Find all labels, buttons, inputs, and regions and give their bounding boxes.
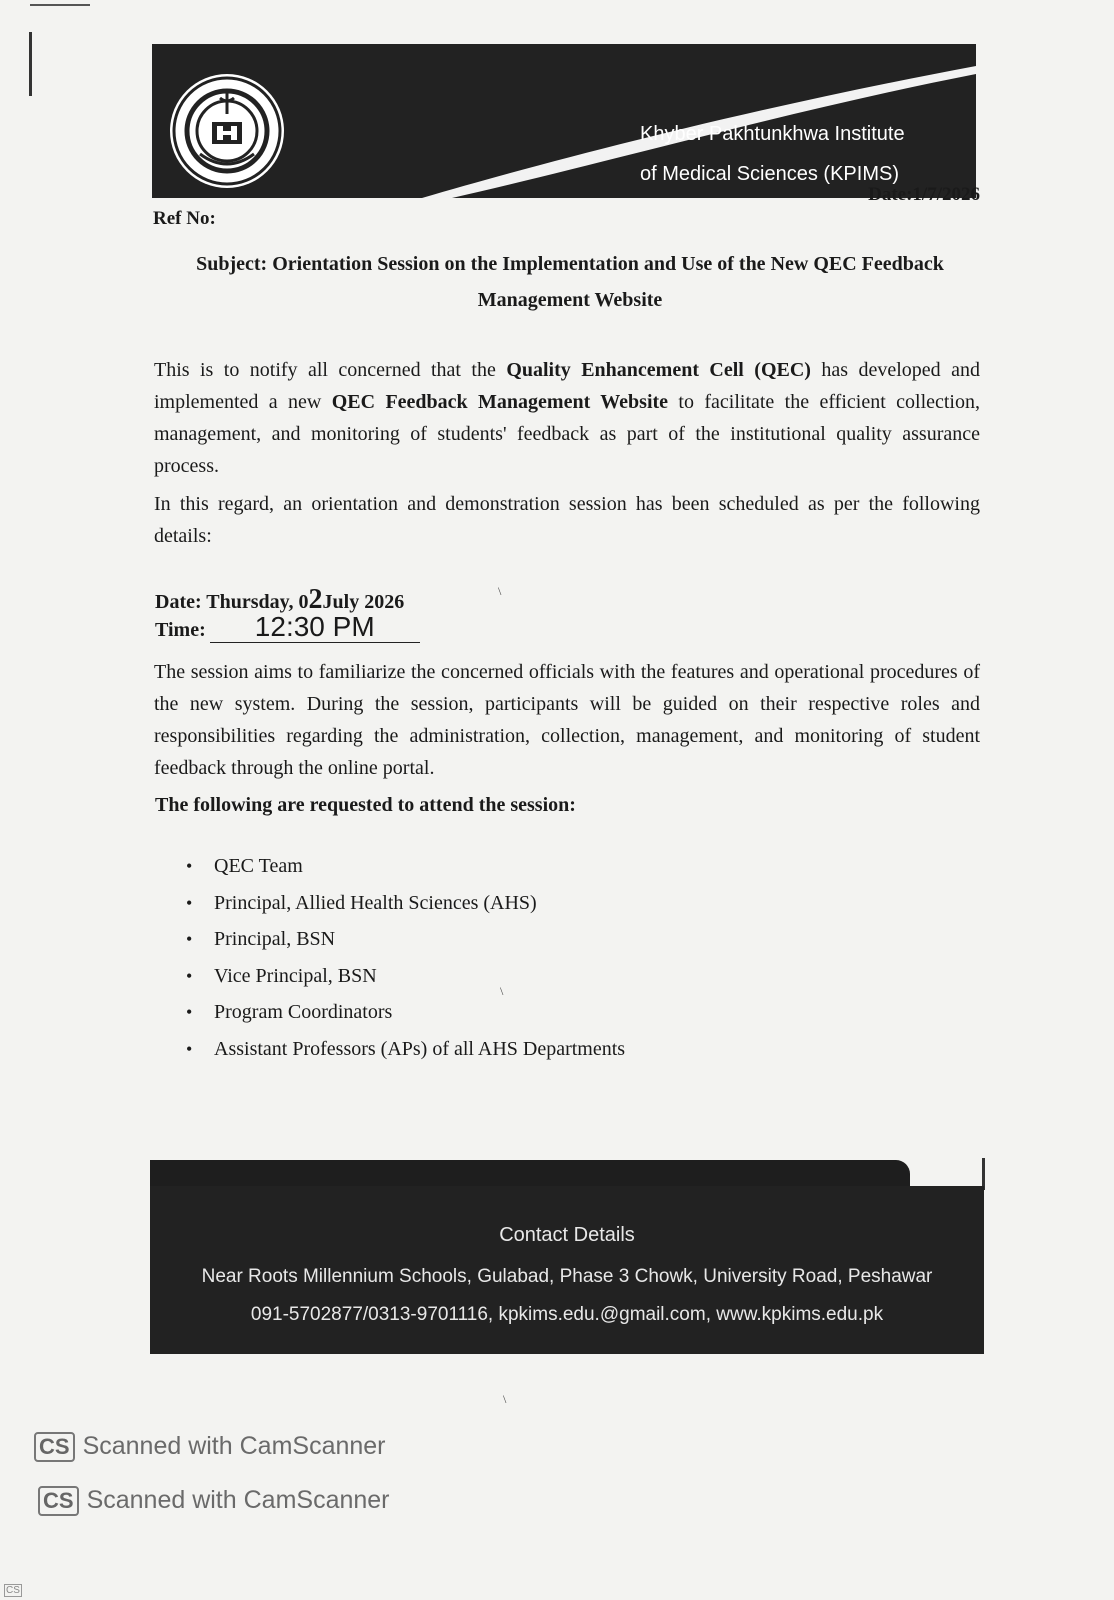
list-item bbox=[186, 921, 625, 958]
attendee-list bbox=[186, 848, 625, 1067]
session-time-label: Time: bbox=[155, 619, 206, 641]
session-date-day: 2 bbox=[308, 584, 323, 615]
contact-address: Near Roots Millennium Schools, Gulabad, Phase 3 Chowk, University Road, Peshawar bbox=[201, 1266, 933, 1287]
list-item bbox=[186, 885, 625, 922]
session-time-value: 12:30 PM bbox=[210, 612, 420, 643]
contact-phone-email-web: 091-5702877/0313-9701116, kpkims.edu.@gmail.com, www.kpkims.edu.pk bbox=[250, 1304, 884, 1325]
institution-name bbox=[640, 114, 960, 194]
intro-text: to facilitate the efficient collection, management, and monitoring of students' feedback as part of the institutional quality assurance process. bbox=[154, 391, 980, 477]
scan-speck: \ bbox=[498, 584, 502, 598]
list-item bbox=[186, 1031, 625, 1068]
subject-heading bbox=[160, 246, 980, 318]
camscanner-logo-icon: CS bbox=[34, 1432, 75, 1462]
bullet-icon: • bbox=[186, 1002, 193, 1022]
ref-number: Ref No: bbox=[153, 208, 216, 229]
contact-title: Contact Details bbox=[499, 1224, 635, 1246]
footer-top-bar bbox=[150, 1160, 910, 1186]
intro-text: has developed and implemented a new bbox=[154, 359, 980, 413]
intro-text: This is to notify all concerned that the bbox=[154, 359, 507, 381]
letterhead-banner bbox=[152, 44, 976, 198]
camscanner-logo-icon: CS bbox=[38, 1486, 79, 1516]
attendee-label: QEC Team bbox=[214, 855, 303, 877]
session-date-label: Date: Thursday, 0 bbox=[155, 591, 309, 613]
camscanner-text: Scanned with CamScanner bbox=[86, 1486, 390, 1514]
website-name: QEC Feedback Management Website bbox=[331, 391, 669, 413]
session-time bbox=[155, 612, 420, 643]
attendee-label: Assistant Professors (APs) of all AHS Departments bbox=[214, 1037, 626, 1060]
subject-line-2: Management Website bbox=[477, 289, 663, 311]
subject-line-1: Subject: Orientation Session on the Implementation and Use of the New QEC Feedback bbox=[196, 253, 944, 275]
qec-name: Quality Enhancement Cell (QEC) bbox=[506, 359, 811, 381]
letter-date: Date:1/7/2026 bbox=[868, 184, 980, 205]
bullet-icon: • bbox=[186, 965, 193, 986]
attendee-label: Vice Principal, BSN bbox=[214, 964, 377, 987]
camscanner-corner-icon: CS bbox=[6, 1585, 20, 1596]
camscanner-watermark bbox=[38, 1486, 390, 1516]
attendee-label: Principal, BSN bbox=[214, 928, 336, 950]
intro-paragraph bbox=[154, 354, 980, 482]
attendee-label: Principal, Allied Health Sciences (AHS) bbox=[214, 891, 537, 914]
list-item bbox=[186, 848, 625, 885]
institution-line-2: of Medical Sciences (KPIMS) bbox=[640, 163, 899, 185]
attendee-label: Program Coordinators bbox=[214, 1001, 393, 1023]
attendees-heading: The following are requested to attend the session: bbox=[155, 794, 576, 816]
purpose-paragraph: The session aims to familiarize the concerned officials with the features and operational procedures of the new system. During the session, participants will be guided on their respective roles and responsibilities regarding the administration, collection, management, and monitoring of student feedback through the online portal. bbox=[154, 661, 980, 779]
list-item bbox=[186, 994, 625, 1031]
scan-edge-mark bbox=[30, 4, 90, 6]
bullet-icon: • bbox=[186, 892, 193, 913]
institution-line-1: Khyber Pakhtunkhwa Institute bbox=[640, 123, 905, 145]
contact-footer bbox=[150, 1186, 984, 1354]
list-item bbox=[186, 958, 625, 995]
camscanner-watermark bbox=[34, 1432, 386, 1462]
scan-edge-mark bbox=[29, 32, 32, 96]
bullet-icon: • bbox=[186, 856, 193, 876]
kpims-seal-icon bbox=[170, 74, 284, 188]
schedule-paragraph: In this regard, an orientation and demonstration session has been scheduled as per the following details: bbox=[154, 493, 980, 547]
bullet-icon: • bbox=[186, 1038, 193, 1059]
scan-speck: \ bbox=[500, 984, 504, 998]
scan-speck: \ bbox=[503, 1392, 507, 1406]
session-date-rest: July 2026 bbox=[322, 591, 405, 613]
camscanner-text: Scanned with CamScanner bbox=[82, 1432, 386, 1460]
bullet-icon: • bbox=[186, 929, 193, 949]
